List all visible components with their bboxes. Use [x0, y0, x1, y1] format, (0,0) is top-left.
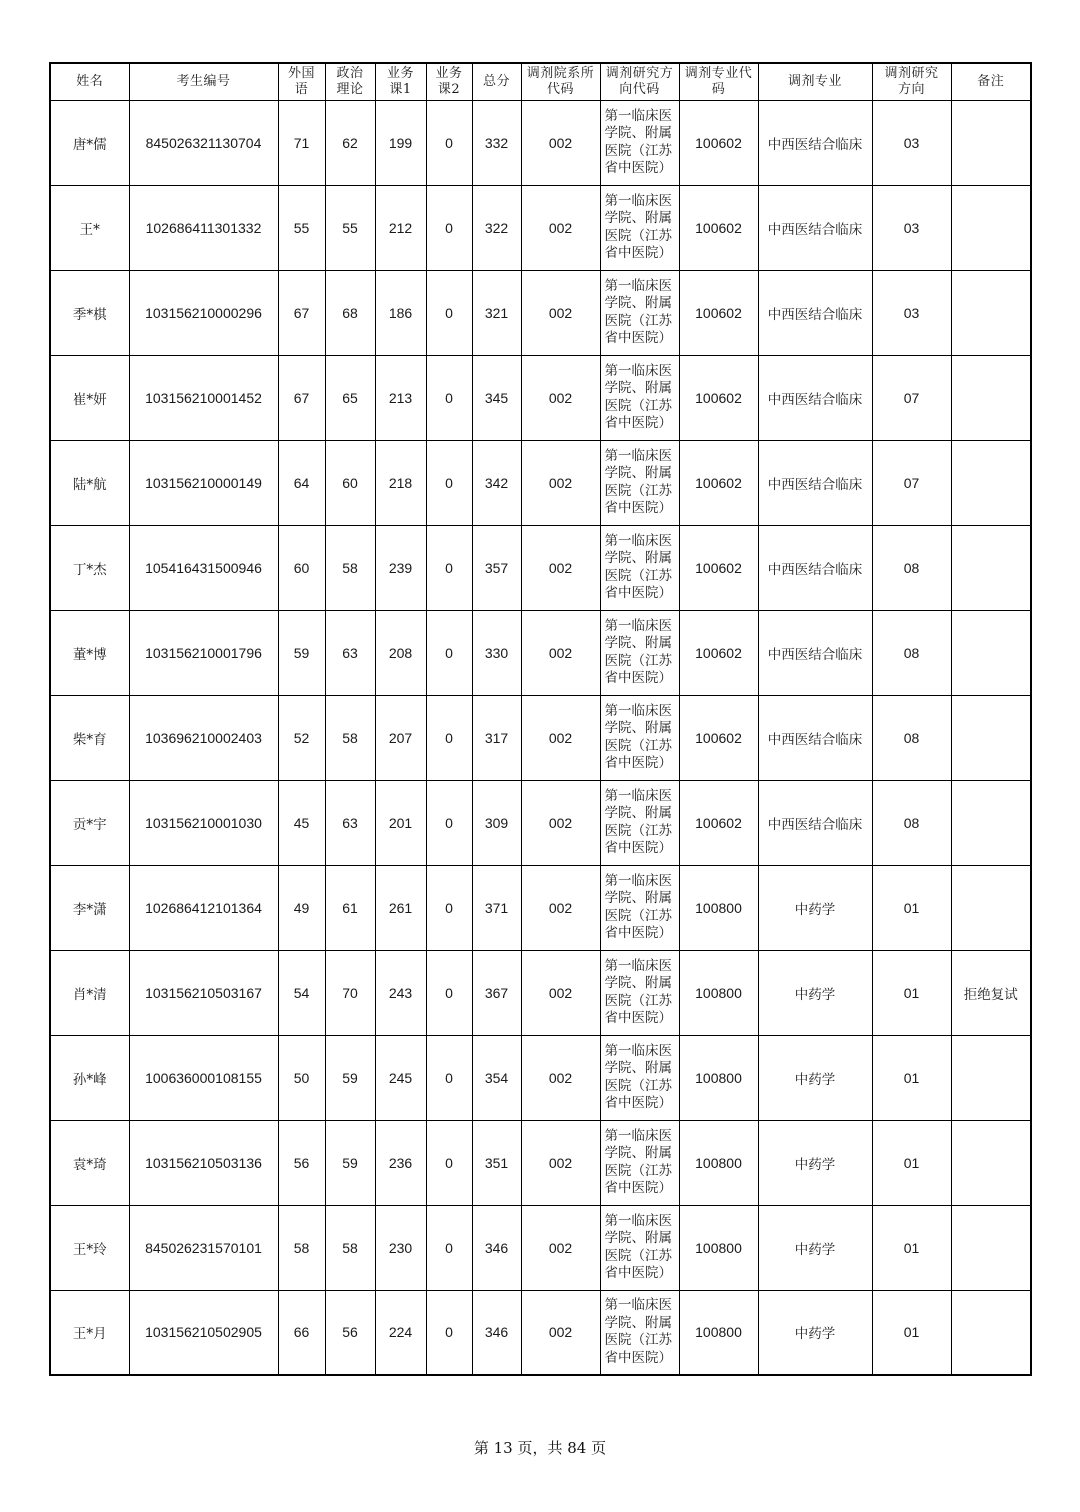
remark-cell — [951, 270, 1031, 355]
foreign-language-score-cell: 54 — [278, 950, 325, 1035]
foreign-language-score-cell: 56 — [278, 1120, 325, 1205]
course-1-score-cell: 207 — [375, 695, 426, 780]
major-name-cell: 中西医结合临床 — [758, 185, 872, 270]
remark-cell — [951, 100, 1031, 185]
dept-direction-name-cell: 第一临床医学院、附属医院（江苏省中医院） — [600, 695, 679, 780]
header-politics: 政治理论 — [325, 63, 375, 100]
dept-code-cell: 002 — [521, 1035, 600, 1120]
table-row — [50, 525, 1031, 610]
table-row — [50, 1205, 1031, 1290]
politics-score-cell: 68 — [325, 270, 375, 355]
dept-code-cell: 002 — [521, 950, 600, 1035]
remark-cell — [951, 610, 1031, 695]
research-direction-cell: 07 — [872, 355, 951, 440]
major-code-cell: 100602 — [679, 100, 758, 185]
major-code-cell: 100602 — [679, 440, 758, 525]
course-1-score-cell: 213 — [375, 355, 426, 440]
major-code-cell: 100800 — [679, 865, 758, 950]
foreign-language-score-cell: 50 — [278, 1035, 325, 1120]
politics-score-cell: 65 — [325, 355, 375, 440]
dept-direction-name-cell: 第一临床医学院、附属医院（江苏省中医院） — [600, 780, 679, 865]
exam-id-cell: 103156210503167 — [129, 950, 278, 1035]
major-name-cell: 中西医结合临床 — [758, 270, 872, 355]
major-code-cell: 100800 — [679, 1205, 758, 1290]
major-name-cell: 中西医结合临床 — [758, 695, 872, 780]
major-name-cell: 中药学 — [758, 1290, 872, 1375]
politics-score-cell: 58 — [325, 695, 375, 780]
politics-score-cell: 58 — [325, 1205, 375, 1290]
exam-id-cell: 103156210503136 — [129, 1120, 278, 1205]
total-score-cell: 354 — [472, 1035, 521, 1120]
major-name-cell: 中西医结合临床 — [758, 100, 872, 185]
foreign-language-score-cell: 60 — [278, 525, 325, 610]
dept-code-cell: 002 — [521, 100, 600, 185]
course-2-score-cell: 0 — [426, 355, 472, 440]
candidate-name-cell: 袁*琦 — [50, 1120, 129, 1205]
research-direction-cell: 03 — [872, 100, 951, 185]
dept-code-cell: 002 — [521, 525, 600, 610]
dept-code-cell: 002 — [521, 185, 600, 270]
research-direction-cell: 01 — [872, 1035, 951, 1120]
table-body — [50, 100, 1031, 1375]
header-exam-id: 考生编号 — [129, 63, 278, 100]
politics-score-cell: 61 — [325, 865, 375, 950]
total-score-cell: 371 — [472, 865, 521, 950]
major-code-cell: 100602 — [679, 355, 758, 440]
table-row — [50, 100, 1031, 185]
research-direction-cell: 03 — [872, 270, 951, 355]
course-2-score-cell: 0 — [426, 440, 472, 525]
candidate-name-cell: 李*潇 — [50, 865, 129, 950]
table-row — [50, 1290, 1031, 1375]
dept-direction-name-cell: 第一临床医学院、附属医院（江苏省中医院） — [600, 1035, 679, 1120]
research-direction-cell: 03 — [872, 185, 951, 270]
course-2-score-cell: 0 — [426, 950, 472, 1035]
exam-id-cell: 102686411301332 — [129, 185, 278, 270]
research-direction-cell: 01 — [872, 1290, 951, 1375]
table-row — [50, 610, 1031, 695]
remark-cell: 拒绝复试 — [951, 950, 1031, 1035]
major-code-cell: 100602 — [679, 610, 758, 695]
research-direction-cell: 08 — [872, 695, 951, 780]
candidate-name-cell: 季*棋 — [50, 270, 129, 355]
candidate-name-cell: 董*博 — [50, 610, 129, 695]
remark-cell — [951, 440, 1031, 525]
table-row — [50, 440, 1031, 525]
total-score-cell: 351 — [472, 1120, 521, 1205]
dept-direction-name-cell: 第一临床医学院、附属医院（江苏省中医院） — [600, 100, 679, 185]
foreign-language-score-cell: 45 — [278, 780, 325, 865]
research-direction-cell: 01 — [872, 1120, 951, 1205]
total-score-cell: 317 — [472, 695, 521, 780]
course-2-score-cell: 0 — [426, 1205, 472, 1290]
course-1-score-cell: 186 — [375, 270, 426, 355]
major-name-cell: 中西医结合临床 — [758, 780, 872, 865]
course-1-score-cell: 201 — [375, 780, 426, 865]
exam-id-cell: 103156210001796 — [129, 610, 278, 695]
politics-score-cell: 63 — [325, 780, 375, 865]
dept-direction-name-cell: 第一临床医学院、附属医院（江苏省中医院） — [600, 525, 679, 610]
research-direction-cell: 01 — [872, 1205, 951, 1290]
foreign-language-score-cell: 71 — [278, 100, 325, 185]
remark-cell — [951, 780, 1031, 865]
dept-direction-name-cell: 第一临床医学院、附属医院（江苏省中医院） — [600, 865, 679, 950]
remark-cell — [951, 695, 1031, 780]
course-2-score-cell: 0 — [426, 610, 472, 695]
exam-id-cell: 845026231570101 — [129, 1205, 278, 1290]
dept-direction-name-cell: 第一临床医学院、附属医院（江苏省中医院） — [600, 270, 679, 355]
course-2-score-cell: 0 — [426, 1035, 472, 1120]
major-name-cell: 中西医结合临床 — [758, 525, 872, 610]
header-total: 总分 — [472, 63, 521, 100]
politics-score-cell: 55 — [325, 185, 375, 270]
major-code-cell: 100800 — [679, 1120, 758, 1205]
candidate-name-cell: 王*月 — [50, 1290, 129, 1375]
candidate-name-cell: 孙*峰 — [50, 1035, 129, 1120]
research-direction-cell: 01 — [872, 950, 951, 1035]
politics-score-cell: 59 — [325, 1035, 375, 1120]
dept-code-cell: 002 — [521, 780, 600, 865]
candidate-name-cell: 贡*宇 — [50, 780, 129, 865]
course-1-score-cell: 243 — [375, 950, 426, 1035]
course-1-score-cell: 218 — [375, 440, 426, 525]
dept-code-cell: 002 — [521, 440, 600, 525]
header-dept-code: 调剂院系所代码 — [521, 63, 600, 100]
exam-id-cell: 102686412101364 — [129, 865, 278, 950]
politics-score-cell: 59 — [325, 1120, 375, 1205]
research-direction-cell: 08 — [872, 525, 951, 610]
candidate-name-cell: 崔*妍 — [50, 355, 129, 440]
candidate-name-cell: 陆*航 — [50, 440, 129, 525]
major-name-cell: 中药学 — [758, 950, 872, 1035]
course-2-score-cell: 0 — [426, 185, 472, 270]
politics-score-cell: 63 — [325, 610, 375, 695]
exam-id-cell: 103696210002403 — [129, 695, 278, 780]
table-row — [50, 950, 1031, 1035]
course-2-score-cell: 0 — [426, 100, 472, 185]
foreign-language-score-cell: 55 — [278, 185, 325, 270]
header-remark: 备注 — [951, 63, 1031, 100]
header-course-2: 业务课2 — [426, 63, 472, 100]
dept-direction-name-cell: 第一临床医学院、附属医院（江苏省中医院） — [600, 610, 679, 695]
major-code-cell: 100800 — [679, 950, 758, 1035]
foreign-language-score-cell: 58 — [278, 1205, 325, 1290]
course-2-score-cell: 0 — [426, 525, 472, 610]
dept-code-cell: 002 — [521, 1120, 600, 1205]
major-name-cell: 中西医结合临床 — [758, 355, 872, 440]
politics-score-cell: 60 — [325, 440, 375, 525]
dept-code-cell: 002 — [521, 865, 600, 950]
course-1-score-cell: 261 — [375, 865, 426, 950]
major-name-cell: 中药学 — [758, 1205, 872, 1290]
candidate-name-cell: 王* — [50, 185, 129, 270]
exam-id-cell: 845026321130704 — [129, 100, 278, 185]
header-row — [50, 63, 1031, 100]
foreign-language-score-cell: 64 — [278, 440, 325, 525]
major-code-cell: 100800 — [679, 1035, 758, 1120]
total-score-cell: 345 — [472, 355, 521, 440]
total-score-cell: 357 — [472, 525, 521, 610]
candidate-name-cell: 王*玲 — [50, 1205, 129, 1290]
dept-direction-name-cell: 第一临床医学院、附属医院（江苏省中医院） — [600, 440, 679, 525]
politics-score-cell: 56 — [325, 1290, 375, 1375]
table-row — [50, 865, 1031, 950]
exam-id-cell: 105416431500946 — [129, 525, 278, 610]
dept-direction-name-cell: 第一临床医学院、附属医院（江苏省中医院） — [600, 355, 679, 440]
major-code-cell: 100602 — [679, 270, 758, 355]
exam-id-cell: 103156210000296 — [129, 270, 278, 355]
remark-cell — [951, 1035, 1031, 1120]
remark-cell — [951, 1120, 1031, 1205]
header-major: 调剂专业 — [758, 63, 872, 100]
major-name-cell: 中药学 — [758, 1120, 872, 1205]
exam-id-cell: 103156210001452 — [129, 355, 278, 440]
dept-code-cell: 002 — [521, 355, 600, 440]
dept-direction-name-cell: 第一临床医学院、附属医院（江苏省中医院） — [600, 950, 679, 1035]
course-1-score-cell: 230 — [375, 1205, 426, 1290]
table-row — [50, 1035, 1031, 1120]
table-row — [50, 780, 1031, 865]
dept-code-cell: 002 — [521, 695, 600, 780]
research-direction-cell: 01 — [872, 865, 951, 950]
course-1-score-cell: 212 — [375, 185, 426, 270]
major-code-cell: 100602 — [679, 695, 758, 780]
course-1-score-cell: 208 — [375, 610, 426, 695]
candidate-name-cell: 柴*育 — [50, 695, 129, 780]
header-major-code: 调剂专业代码 — [679, 63, 758, 100]
header-foreign-language: 外国语 — [278, 63, 325, 100]
header-direction: 调剂研究方向 — [872, 63, 951, 100]
exam-id-cell: 103156210000149 — [129, 440, 278, 525]
admission-score-table — [49, 62, 1032, 1376]
foreign-language-score-cell: 59 — [278, 610, 325, 695]
remark-cell — [951, 1290, 1031, 1375]
major-code-cell: 100800 — [679, 1290, 758, 1375]
remark-cell — [951, 1205, 1031, 1290]
major-code-cell: 100602 — [679, 185, 758, 270]
foreign-language-score-cell: 67 — [278, 270, 325, 355]
course-2-score-cell: 0 — [426, 1290, 472, 1375]
course-2-score-cell: 0 — [426, 695, 472, 780]
research-direction-cell: 08 — [872, 780, 951, 865]
total-score-cell: 346 — [472, 1290, 521, 1375]
major-name-cell: 中药学 — [758, 865, 872, 950]
foreign-language-score-cell: 67 — [278, 355, 325, 440]
course-2-score-cell: 0 — [426, 865, 472, 950]
major-name-cell: 中西医结合临床 — [758, 610, 872, 695]
course-2-score-cell: 0 — [426, 780, 472, 865]
major-code-cell: 100602 — [679, 780, 758, 865]
dept-code-cell: 002 — [521, 1290, 600, 1375]
foreign-language-score-cell: 66 — [278, 1290, 325, 1375]
total-score-cell: 321 — [472, 270, 521, 355]
course-1-score-cell: 199 — [375, 100, 426, 185]
page-number: 第 13 页，共 84 页 — [473, 1439, 607, 1457]
remark-cell — [951, 355, 1031, 440]
header-course-1: 业务课1 — [375, 63, 426, 100]
table-row — [50, 185, 1031, 270]
header-direction-code: 调剂研究方向代码 — [600, 63, 679, 100]
dept-direction-name-cell: 第一临床医学院、附属医院（江苏省中医院） — [600, 1290, 679, 1375]
exam-id-cell: 103156210001030 — [129, 780, 278, 865]
foreign-language-score-cell: 49 — [278, 865, 325, 950]
table-row — [50, 270, 1031, 355]
total-score-cell: 322 — [472, 185, 521, 270]
total-score-cell: 342 — [472, 440, 521, 525]
foreign-language-score-cell: 52 — [278, 695, 325, 780]
dept-code-cell: 002 — [521, 270, 600, 355]
major-name-cell: 中药学 — [758, 1035, 872, 1120]
course-1-score-cell: 245 — [375, 1035, 426, 1120]
politics-score-cell: 58 — [325, 525, 375, 610]
remark-cell — [951, 525, 1031, 610]
major-code-cell: 100602 — [679, 525, 758, 610]
candidate-name-cell: 唐*儒 — [50, 100, 129, 185]
header-name: 姓名 — [50, 63, 129, 100]
course-1-score-cell: 224 — [375, 1290, 426, 1375]
total-score-cell: 330 — [472, 610, 521, 695]
research-direction-cell: 07 — [872, 440, 951, 525]
course-1-score-cell: 236 — [375, 1120, 426, 1205]
candidate-name-cell: 肖*清 — [50, 950, 129, 1035]
table-row — [50, 355, 1031, 440]
total-score-cell: 346 — [472, 1205, 521, 1290]
table-row — [50, 695, 1031, 780]
table-row — [50, 1120, 1031, 1205]
research-direction-cell: 08 — [872, 610, 951, 695]
politics-score-cell: 70 — [325, 950, 375, 1035]
total-score-cell: 332 — [472, 100, 521, 185]
candidate-name-cell: 丁*杰 — [50, 525, 129, 610]
dept-code-cell: 002 — [521, 1205, 600, 1290]
course-2-score-cell: 0 — [426, 1120, 472, 1205]
dept-code-cell: 002 — [521, 610, 600, 695]
dept-direction-name-cell: 第一临床医学院、附属医院（江苏省中医院） — [600, 1120, 679, 1205]
dept-direction-name-cell: 第一临床医学院、附属医院（江苏省中医院） — [600, 1205, 679, 1290]
total-score-cell: 309 — [472, 780, 521, 865]
dept-direction-name-cell: 第一临床医学院、附属医院（江苏省中医院） — [600, 185, 679, 270]
course-1-score-cell: 239 — [375, 525, 426, 610]
course-2-score-cell: 0 — [426, 270, 472, 355]
major-name-cell: 中西医结合临床 — [758, 440, 872, 525]
total-score-cell: 367 — [472, 950, 521, 1035]
remark-cell — [951, 865, 1031, 950]
exam-id-cell: 100636000108155 — [129, 1035, 278, 1120]
exam-id-cell: 103156210502905 — [129, 1290, 278, 1375]
remark-cell — [951, 185, 1031, 270]
politics-score-cell: 62 — [325, 100, 375, 185]
